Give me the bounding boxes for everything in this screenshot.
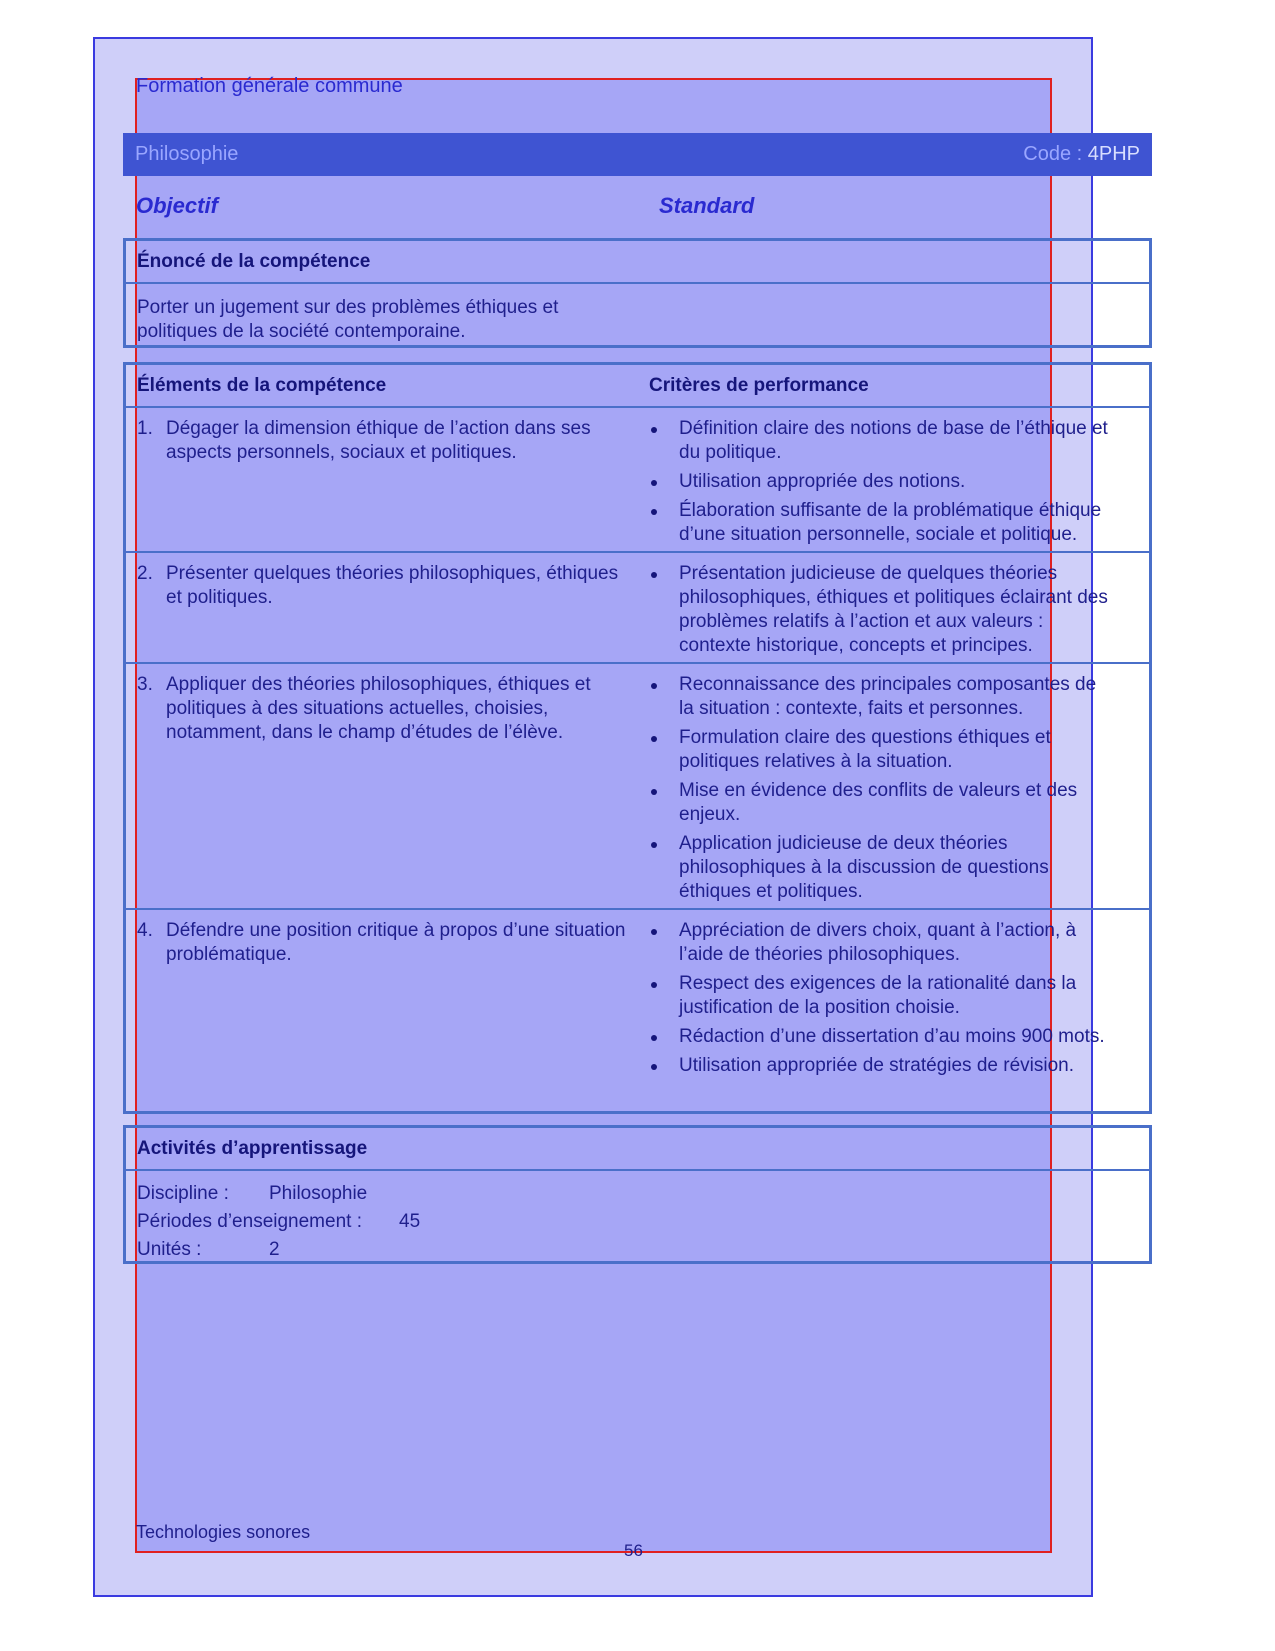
code-label: Code : <box>1023 143 1083 165</box>
bullet-icon <box>651 480 657 486</box>
criterion-text: Application judicieuse de deux théories philosophiques à la discussion de questions éthiques et politiques. <box>679 833 1049 902</box>
activities-box <box>123 1125 1152 1264</box>
element-text: Dégager la dimension éthique de l’action dans ses aspects personnels, sociaux et politiques. <box>166 418 591 463</box>
bullet-icon <box>651 842 657 848</box>
bullet-icon <box>651 427 657 433</box>
element-number: 2. <box>137 563 153 584</box>
bullet-icon <box>651 982 657 988</box>
criterion-item <box>649 417 1109 465</box>
competence-line-2: politiques de la société contemporaine. <box>137 321 466 342</box>
criterion-text: Respect des exigences de la rationalité dans la justification de la position choisie. <box>679 973 1077 1018</box>
program-footer: Technologies sonores <box>136 1522 311 1542</box>
criteria-list <box>649 919 1109 1083</box>
criterion-item <box>649 779 1109 827</box>
section-title: Formation générale commune <box>136 75 403 97</box>
periods-value: 45 <box>399 1211 421 1232</box>
table-row <box>126 910 1149 1111</box>
criterion-item <box>649 726 1109 774</box>
element-text: Présenter quelques théories philosophiques, éthiques et politiques. <box>166 563 619 608</box>
discipline-value: Philosophie <box>269 1183 368 1204</box>
table-row <box>126 553 1149 664</box>
standard-heading: Standard <box>659 193 755 218</box>
criterion-text: Définition claire des notions de base de l’éthique et du politique. <box>679 418 1108 463</box>
bullet-icon <box>651 929 657 935</box>
criterion-text: Rédaction d’une dissertation d’au moins 900 mots. <box>679 1026 1105 1047</box>
criterion-item <box>649 919 1109 967</box>
criterion-text: Élaboration suffisante de la problématique éthique d’une situation personnelle, sociale et politique. <box>679 500 1102 545</box>
criterion-item <box>649 673 1109 721</box>
units-value: 2 <box>269 1239 280 1260</box>
criterion-text: Utilisation appropriée des notions. <box>679 471 966 492</box>
periods-label: Périodes d’enseignement : <box>137 1211 362 1232</box>
element-number: 1. <box>137 418 153 439</box>
course-code <box>1023 143 1140 166</box>
criterion-item <box>649 1054 1109 1078</box>
performance-table <box>123 362 1152 1114</box>
criterion-text: Formulation claire des questions éthiques et politiques relatives à la situation. <box>679 727 1051 772</box>
element-text: Appliquer des théories philosophiques, éthiques et politiques à des situations actuelles, choisies, notamment, dans le champ d’études de l’élève. <box>166 674 591 743</box>
competence-box <box>123 238 1152 348</box>
criterion-text: Mise en évidence des conflits de valeurs et des enjeux. <box>679 780 1078 825</box>
activities-header <box>126 1128 1149 1171</box>
criterion-item <box>649 499 1109 547</box>
units-label: Unités : <box>137 1239 202 1260</box>
criterion-text: Reconnaissance des principales composantes de la situation : contexte, faits et personnes. <box>679 674 1097 719</box>
criterion-text: Appréciation de divers choix, quant à l’action, à l’aide de théories philosophiques. <box>679 920 1077 965</box>
bullet-icon <box>651 789 657 795</box>
bullet-icon <box>651 572 657 578</box>
bullet-icon <box>651 683 657 689</box>
element-number: 4. <box>137 920 153 941</box>
discipline-label: Discipline : <box>137 1183 229 1204</box>
criterion-item <box>649 972 1109 1020</box>
objectif-heading: Objectif <box>136 193 218 218</box>
code-value: 4PHP <box>1087 143 1140 165</box>
subject-name: Philosophie <box>135 143 239 165</box>
bullet-icon <box>651 509 657 515</box>
element-text: Défendre une position critique à propos d’une situation problématique. <box>166 920 626 965</box>
element-number: 3. <box>137 674 153 695</box>
discipline-line <box>137 1183 368 1205</box>
table-row <box>126 408 1149 553</box>
competence-heading: Énoncé de la compétence <box>137 251 371 272</box>
criteria-list <box>649 673 1109 909</box>
activities-heading: Activités d’apprentissage <box>137 1138 368 1159</box>
criterion-item <box>649 1025 1109 1049</box>
criteria-list <box>649 417 1109 552</box>
column-criteria: Critères de performance <box>649 375 869 396</box>
units-line <box>137 1239 337 1261</box>
table-row <box>126 664 1149 910</box>
table-header <box>126 365 1149 408</box>
column-elements: Éléments de la compétence <box>137 375 387 396</box>
competence-statement <box>137 296 558 344</box>
bullet-icon <box>651 1035 657 1041</box>
page-number: 56 <box>624 1541 643 1560</box>
bullet-icon <box>651 736 657 742</box>
criterion-text: Utilisation appropriée de stratégies de révision. <box>679 1055 1074 1076</box>
subject-code-bar <box>123 133 1152 176</box>
competence-header <box>126 241 1149 284</box>
competence-line-1: Porter un jugement sur des problèmes éthiques et <box>137 297 559 318</box>
criteria-list <box>649 562 1109 663</box>
criterion-item <box>649 470 1109 494</box>
criterion-item <box>649 562 1109 658</box>
criterion-item <box>649 832 1109 904</box>
bullet-icon <box>651 1064 657 1070</box>
periods-line <box>137 1211 437 1233</box>
criterion-text: Présentation judicieuse de quelques théories philosophiques, éthiques et politiques éclairant des problèmes relatifs à l’action et aux valeurs : contexte historique, concepts et principes. <box>679 563 1108 656</box>
